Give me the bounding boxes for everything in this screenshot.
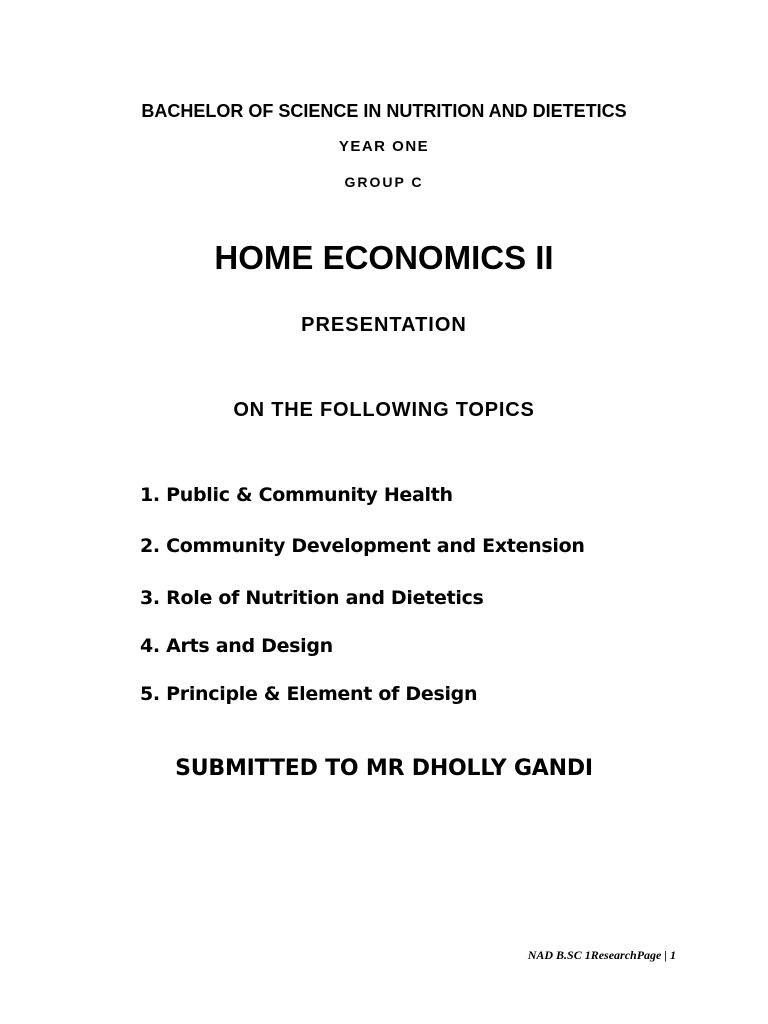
topic-item: 1. Public & Community Health (140, 484, 453, 506)
group-label: GROUP C (344, 174, 424, 190)
topic-item: 2. Community Development and Extension (140, 535, 585, 557)
degree-title: BACHELOR OF SCIENCE IN NUTRITION AND DIETETICS (141, 101, 627, 121)
topic-item: 5. Principle & Element of Design (140, 683, 478, 705)
year-label: YEAR ONE (338, 138, 430, 155)
topics-heading: ON THE FOLLOWING TOPICS (233, 399, 535, 421)
topic-item: 4. Arts and Design (140, 635, 333, 657)
course-title: HOME ECONOMICS II (214, 239, 554, 276)
presentation-label: PRESENTATION (301, 314, 467, 336)
page-footer: NAD B.SC 1ResearchPage | 1 (527, 948, 676, 962)
submitted-to-line: SUBMITTED TO MR DHOLLY GANDI (175, 756, 593, 781)
topic-item: 3. Role of Nutrition and Dietetics (140, 587, 484, 609)
